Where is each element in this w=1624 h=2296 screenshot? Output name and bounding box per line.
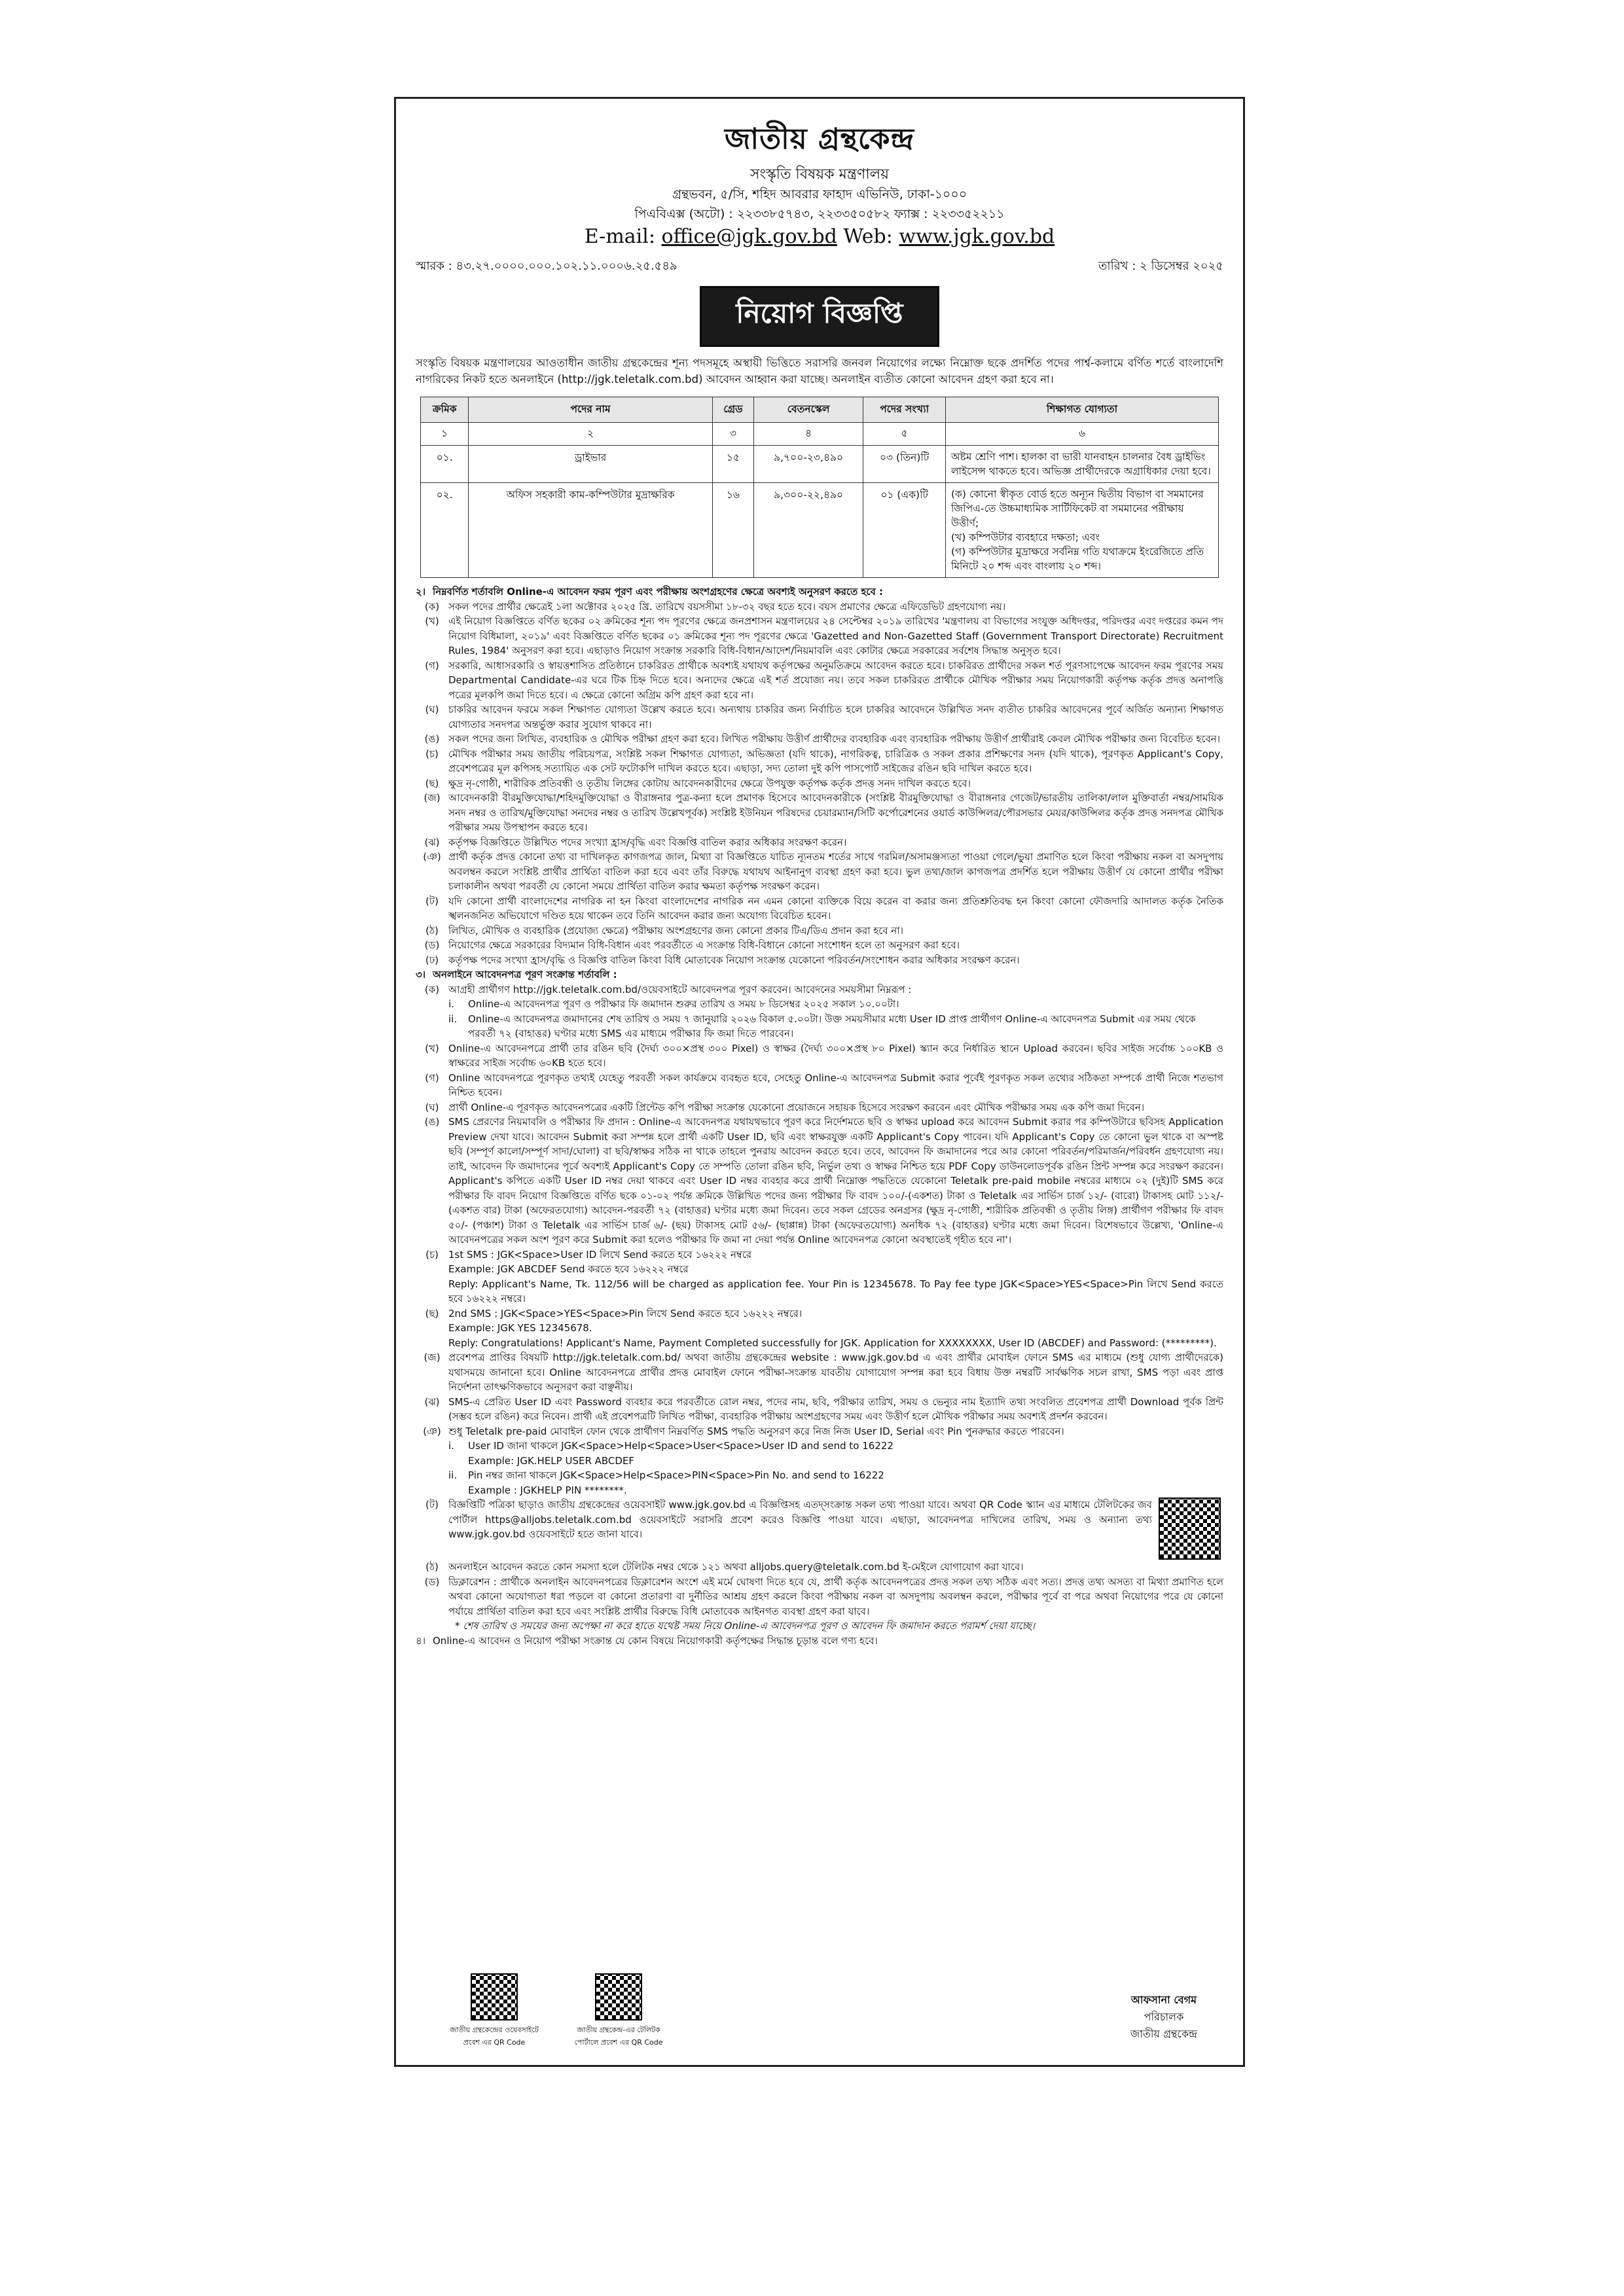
- clause-item: [416, 1575, 1223, 1619]
- posts-table: [420, 397, 1219, 578]
- clause-body: [448, 953, 1223, 968]
- clause-body: [448, 1041, 1223, 1071]
- post-count-cell: ০৩ (তিন)টি: [863, 446, 946, 483]
- clause-text: SMS-এ প্রেরিত User ID এবং Password ব্যবহার করে পরবর্তীতে রোল নম্বর, পদের নাম, ছবি, পরীক্ষার তারিখ, সময় ও ভেন্যুর নাম ইত্যাদি তথ্য সংবলিত প্রবেশপত্র প্রার্থী Download পূর্বক প্রিন্ট (সম্ভব হলে রঙিন) করে নিবেন। প্রার্থী এই প্রবেশপত্রটি লিখিত পরীক্ষা, ব্যবহারিক পরীক্ষায় অংশগ্রহণের সময় এবং উত্তীর্ণ হলে মৌখিক পরীক্ষার সময় অবশ্যই প্রদর্শন করবেন।: [448, 1395, 1223, 1422]
- clause-body: [448, 1575, 1223, 1619]
- clause-text: নিয়োগের ক্ষেত্রে সরকারের বিদ্যমান বিধি-বিধান এবং পরবর্তীতে এ সংক্রান্ত বিধি-বিধানে কোনো সংশোধন হলে তা অনুসরণ করা হবে।: [448, 939, 960, 951]
- clause-item: [416, 1395, 1223, 1424]
- web-label: Web:: [837, 225, 899, 248]
- clause-marker: (ছ): [425, 777, 439, 789]
- clause-item: [416, 894, 1223, 924]
- clause-body: [448, 1395, 1223, 1424]
- column-number: ৫: [863, 423, 946, 446]
- clause-item: [416, 658, 1223, 703]
- clause-text: প্রবেশপত্র প্রাপ্তির বিষয়টি http://jgk.teletalk.com.bd/ অথবা জাতীয় গ্রন্থকেন্দ্রের website : www.jgk.gov.bd এ এবং প্রার্থীর মোবাইল ফোনে SMS এর মাধ্যমে (শুধু যোগ্য প্রার্থীদেরকে) যথাসময়ে জানানো হবে। Online আবেদনপত্রে প্রার্থীর প্রদত্ত মোবাইল ফোনে পরীক্ষা-সংক্রান্ত যাবতীয় যোগাযোগ সম্পন্ন করা হবে বিধায় উক্ত নম্বরটি সার্বক্ষণিক সচল রাখা, SMS পড়া এবং প্রাপ্ত নির্দেশনা তাৎক্ষণিকভাবে অনুসরণ করা বাঞ্ছনীয়।: [448, 1352, 1223, 1393]
- clause-marker: (ড): [424, 1575, 440, 1588]
- clause-body: [448, 1100, 1223, 1115]
- sub-clause-body: [468, 997, 1223, 1012]
- reference-row: [416, 257, 1223, 277]
- footer: [416, 1958, 1223, 2049]
- sms-example-line: Reply: Congratulations! Applicant's Name, Payment Completed successfully for JGK. Application for XXXXXXXX, User ID (ABCDEF) and Password: (*********).: [448, 1336, 1217, 1349]
- column-number: ২: [469, 423, 713, 446]
- column-number: ৩: [712, 423, 753, 446]
- qualification-line: অষ্টম শ্রেণি পাশ। হালকা বা ভারী যানবাহন চালনার বৈধ ড্রাইভিং লাইসেন্স থাকতে হবে। অভিজ্ঞ প্রার্থীদেরকে অগ্রাধিকার দেয়া হবে।: [951, 451, 1211, 477]
- grade-cell: ১৬: [712, 483, 753, 578]
- clause-text: 2nd SMS : JGK<Space>YES<Space>Pin লিখে Send করতে হবে ১৬২২২ নম্বরে।: [448, 1307, 803, 1319]
- issue-date: তারিখ : ২ ডিসেম্বর ২০২৫: [1098, 259, 1223, 273]
- clause-marker: (গ): [425, 1071, 439, 1084]
- clause-body: [448, 1306, 1223, 1351]
- clause-text: লিখিত, মৌখিক ও ব্যবহারিক (প্রযোজ্য ক্ষেত্রে) পরীক্ষায় অংশগ্রহণের জন্য কোনো প্রকার টিএ/ডিএ প্রদান করা হবে না।: [448, 924, 904, 937]
- clause-marker: (ঝ): [424, 836, 440, 848]
- clause-text: সরকারি, আধাসরকারি ও স্বায়ত্তশাসিত প্রতিষ্ঠানে চাকরিরত প্রার্থীকে অবশ্যই যথাযথ কর্তৃপক্ষের অনুমতিক্রমে আবেদন করতে হবে। চাকরিরত প্রার্থীদের সকল শর্ত পূরণসাপেক্ষে আবেদন ফরম পূরণের সময় Departmental Candidate-এর ঘরে টিক চিহ্ন দিতে হবে। অন্যদের ক্ষেত্রে এই শর্ত প্রযোজ্য নয়। তবে সকল চাকরিরত প্রার্থীকে মৌখিক পরীক্ষার সময় নিয়োগকারী কর্তৃপক্ষ কর্তৃক প্রদত্ত অনাপত্তি পত্রের মূলকপি জমা দিতে হবে। এ ক্ষেত্রে কোনো অগ্রিম কপি গ্রহণ করা হবে না।: [448, 659, 1223, 701]
- final-clause: Online-এ আবেদন ও নিয়োগ পরীক্ষা সংক্রান্ত যে কোন বিষয়ে নিয়োগকারী কর্তৃপক্ষের সিদ্ধান্ত চূড়ান্ত বলে গণ্য হবে।: [433, 1634, 878, 1647]
- column-number-row: [421, 423, 1219, 446]
- clause-item: [416, 1115, 1223, 1247]
- column-header: পদের সংখ্যা: [863, 397, 946, 423]
- clause-body: [448, 894, 1223, 924]
- sub-clause-body: [468, 1439, 1223, 1468]
- sub-clause-marker: i.: [448, 998, 454, 1010]
- ministry-name: সংস্কৃতি বিষয়ক মন্ত্রণালয়: [749, 166, 890, 183]
- sub-clause-marker: i.: [448, 1440, 454, 1452]
- sub-clause-example: Example: JGK.HELP USER ABCDEF: [468, 1454, 635, 1467]
- clause-text: আগ্রহী প্রার্থীগণ http://jgk.teletalk.com.bd/ওয়েবসাইটে আবেদনপত্র পূরণ করবেন। আবেদনের সময়সীমা নিম্নরূপ :: [448, 983, 912, 996]
- letterhead: [416, 117, 1223, 250]
- section-4-text: [416, 1634, 1223, 1649]
- clause-marker: (ট): [425, 1499, 439, 1511]
- clause-marker: (ছ): [425, 1307, 439, 1319]
- clause-text: চাকরির আবেদন ফরমে সকল শিক্ষাগত যোগ্যতা উল্লেখ করতে হবে। অন্যথায় চাকরির জন্য নির্বাচিত হলে চাকরির আবেদনে উল্লিখিত সনদ ব্যতীত চাকরির আবেদনের পূর্বে অর্জিত অন্যান্য শিক্ষাগত যোগ্যতার সনদপত্র অন্তর্ভুক্ত করার সুযোগ থাকবে না।: [448, 704, 1223, 730]
- section-title: অনলাইনে আবেদনপত্র পূরণ সংক্রান্ত শর্তাবলি :: [433, 969, 617, 980]
- sub-clause-example: Example : JGKHELP PIN ********.: [468, 1484, 627, 1496]
- clause-text: বিজ্ঞপ্তিটি পত্রিকা ছাড়াও জাতীয় গ্রন্থকেন্দ্রের ওয়েবসাইট www.jgk.gov.bd এ বিজ্ঞপ্তিসহ এতদ্সংক্রান্ত সকল তথ্য পাওয়া যাবে। অথবা QR Code স্ক্যান এর মাধ্যমে টেলিটকের জব পোর্টাল https@alljobs.teletalk.com.bd ওয়েবসাইটে সরাসরি প্রবেশ করেও বিজ্ঞপ্তি পাওয়া যাবে। এছাড়া, আবেদনপত্র দাখিলের তারিখ, সময় ও অন্যান্য তথ্য www.jgk.gov.bd ওয়েবসাইটে হতে জানা যাবে।: [448, 1499, 1152, 1540]
- notice-title: নিয়োগ বিজ্ঞপ্তি: [700, 286, 939, 347]
- sms-example-line: Reply: Applicant's Name, Tk. 112/56 will be charged as application fee. Your Pin is 12345678. To Pay fee type JGK<Space>YES<Space>Pin লিখে Send করতে হবে ১৬২২২ নম্বরে।: [448, 1278, 1223, 1304]
- clause-item: [416, 1560, 1223, 1575]
- clause-marker: (ঠ): [425, 1561, 439, 1573]
- qr-caption: জাতীয় গ্রন্থকেন্দ্র-এর টেলিটক পোর্টালে প্রবেশ এর QR Code: [574, 2026, 663, 2047]
- clause-body: [448, 658, 1223, 703]
- qualification-line: (খ) কম্পিউটার ব্যবহারে দক্ষতা; এবং: [951, 531, 1100, 543]
- clause-body: [448, 1247, 1223, 1306]
- clause-marker: (ড): [424, 939, 440, 951]
- clause-body: [448, 938, 1223, 953]
- clause-item: [416, 1498, 1223, 1560]
- clause-item: [416, 835, 1223, 850]
- section-title: নিম্নবর্ণিত শর্তাবলি Online-এ আবেদন ফরম পূরণ এবং পরীক্ষায় অংশগ্রহণের ক্ষেত্রে অবশ্যই অনুসরণ করতে হবে :: [433, 586, 884, 598]
- clause-body: [448, 1498, 1223, 1560]
- clause-marker: (ঘ): [425, 704, 439, 715]
- pay-scale-cell: ৯,৩০০-২২,৪৯০: [753, 483, 863, 578]
- clause-body: [448, 747, 1223, 776]
- clause-text: সকল পদের জন্য লিখিত, ব্যবহারিক ও মৌখিক পরীক্ষা গ্রহণ করা হবে। লিখিত পরীক্ষায় উত্তীর্ণ প্রার্থীদের ব্যবহারিক এবং ব্যবহারিক পরীক্ষায় উত্তীর্ণ প্রার্থীরাই কেবল মৌখিক পরীক্ষার জন্য বিবেচিত হবেন।: [448, 733, 1220, 745]
- column-header: পদের নাম: [469, 397, 713, 423]
- teletalk-qr-code-icon[interactable]: [595, 1973, 642, 2020]
- clause-body: [448, 924, 1223, 939]
- clause-marker: (ঢ): [425, 954, 439, 966]
- clause-item: [416, 1041, 1223, 1071]
- signatory-org: জাতীয় গ্রন্থকেন্দ্র: [1130, 2028, 1197, 2040]
- section-number: ২।: [416, 586, 426, 598]
- clause-item: [416, 1247, 1223, 1306]
- clause-body: [448, 791, 1223, 835]
- pay-scale-cell: ৯,৭০০-২৩,৪৯০: [753, 446, 863, 483]
- phone-fax: পিএবিএক্স (অটো) : ২২৩৩৮৫৭৪৩, ২২৩৩৫০৫৮২ ফ্যাক্স : ২২৩৩৫২২১১: [634, 207, 1005, 221]
- clause-marker: (ঙ): [424, 1116, 440, 1128]
- clause-text: সকল পদের প্রার্থীর ক্ষেত্রেই ১লা অক্টোবর ২০২৫ খ্রি. তারিখে বয়সসীমা ১৮-৩২ বছর হতে হবে। বয়স প্রমাণের ক্ষেত্রে এফিডেভিট গ্রহণযোগ্য নয়।: [448, 600, 1006, 613]
- sub-clause-marker: ii.: [448, 1469, 458, 1481]
- table-row: [421, 483, 1219, 578]
- clause-body: [448, 1424, 1223, 1439]
- clause-body: [448, 982, 1223, 997]
- clause-item: [416, 953, 1223, 968]
- column-header: বেতনস্কেল: [753, 397, 863, 423]
- section-4: [416, 1634, 1223, 1649]
- sms-example-line: Example: JGK ABCDEF Send করতে হবে ১৬২২২ নম্বরে: [448, 1263, 689, 1275]
- clause-item: [416, 600, 1223, 615]
- clause-body: [448, 835, 1223, 850]
- clause-item: [416, 791, 1223, 835]
- column-header: গ্রেড: [712, 397, 753, 423]
- organization-name: জাতীয় গ্রন্থকেন্দ্র: [725, 122, 914, 156]
- clause-text: আবেদনকারী বীরমুক্তিযোদ্ধা/শহিদমুক্তিযোদ্ধা ও বীরাঙ্গনার পুত্র-কন্যা হলে প্রমাণক হিসেবে আবেদনকারীকে (সংশ্লিষ্ট বীরমুক্তিযোদ্ধা ও বীরাঙ্গনার গেজেট/ভারতীয় তালিকা/লাল মুক্তিবার্তা নম্বর/সাময়িক সনদ নম্বর ও তারিখ/মুক্তিযোদ্ধা সনদের নম্বর ও তারিখ উল্লেখপূর্বক) সংশ্লিষ্ট ইউনিয়ন পরিষদের চেয়ারম্যান/সিটি কর্পোরেশনের ওয়ার্ড কাউন্সিলর/পৌরসভার মেয়র/কাউন্সিলর কর্তৃক প্রদত্ত সনদপত্র মৌখিক পরীক্ষার সময় উপস্থাপন করতে হবে।: [448, 792, 1223, 833]
- table-header-row: [421, 397, 1219, 423]
- clause-body: [448, 1071, 1223, 1100]
- clause-item: [416, 982, 1223, 997]
- advice-note: * শেষ তারিখ ও সময়ের জন্য অপেক্ষা না করে হাতে যথেষ্ট সময় নিয়ে Online-এ আবেদনপত্র পূরণ ও আবেদন ফি জমাদান করতে পরামর্শ দেয়া যাচ্ছে।: [455, 1620, 1036, 1632]
- recruitment-notice: [394, 97, 1245, 2067]
- clause-body: [448, 1560, 1223, 1575]
- grade-cell: ১৫: [712, 446, 753, 483]
- clause-marker: (ঘ): [425, 1101, 439, 1113]
- table-row: [421, 446, 1219, 483]
- clause-item: [416, 732, 1223, 747]
- website-qr-code-icon[interactable]: [471, 1973, 518, 2020]
- sub-clause-text: Online-এ আবেদনপত্র পূরণ ও পরীক্ষার ফি জমাদান শুরুর তারিখ ও সময় ৮ ডিসেম্বর ২০২৫ সকাল ১০.০০টা।: [468, 998, 899, 1010]
- clause-marker: (ঞ): [423, 851, 441, 863]
- clause-text: 1st SMS : JGK<Space>User ID লিখে Send করতে হবে ১৬২২২ নম্বরে: [448, 1248, 752, 1261]
- clause-item: [416, 1071, 1223, 1100]
- clause-text: ডিক্লারেশন : প্রার্থীকে অনলাইন আবেদনপত্রের ডিক্লারেশন অংশে এই মর্মে ঘোষণা দিতে হবে যে, প্রার্থী কর্তৃক আবেদনপত্রের প্রদত্ত সকল তথ্য সঠিক এবং সত্য। প্রদত্ত তথ্য অসত্য বা মিথ্যা প্রমাণিত হলে অথবা কোনো অযোগ্যতা ধরা পড়লে বা কোনো প্রতারণা বা দুর্নীতির আশ্রয় গ্রহণ করলে কিংবা পরীক্ষায় নকল বা অসদুপায় অবলম্বন করলে, পরীক্ষার পূর্বে বা পরে অথবা নিয়োগের পরে যে কোনো পর্যায়ে প্রার্থিতা বাতিল করা হবে এবং সংশ্লিষ্ট প্রার্থীর বিরুদ্ধে বিধি মোতাবেক আইনগত ব্যবস্থা গ্রহণ করা যাবে।: [448, 1575, 1223, 1617]
- clause-item: [416, 1424, 1223, 1439]
- website-link[interactable]: www.jgk.gov.bd: [899, 225, 1055, 248]
- intro-paragraph: সংস্কৃতি বিষয়ক মন্ত্রণালয়ের আওতাধীন জাতীয় গ্রন্থকেন্দ্রের শূন্য পদসমূহে অস্থায়ী ভিত্তিতে সরাসরি জনবল নিয়োগের লক্ষ্যে নিম্নোক্ত ছকে প্রদর্শিত পদের পার্শ্ব-কলামে বর্ণিত শর্তে বাংলাদেশি নাগরিকের নিকট হতে অনলাইনে (http://jgk.teletalk.com.bd) আবেদন আহ্বান করা যাচ্ছে। অনলাইন ব্যতীত কোনো আবেদন গ্রহণ করা হবে না।: [416, 357, 1224, 386]
- teletalk-qr-block: [566, 1973, 671, 2049]
- clause-text: অনলাইনে আবেদন করতে কোন সমস্যা হলে টেলিটক নম্বর থেকে ১২১ অথবা alljobs.query@teletalk.com.bd ই-মেইলে যোগাযোগ করা যাবে।: [448, 1561, 1024, 1573]
- signatory-name: আফসানা বেগম: [1130, 1994, 1197, 2006]
- clause-item: [416, 614, 1223, 658]
- sub-clause-text: Pin নম্বর জানা থাকলে JGK<Space>Help<Space>PIN<Space>Pin No. and send to 16222: [468, 1469, 884, 1481]
- email-label: E-mail:: [584, 225, 662, 248]
- clause-text: মৌখিক পরীক্ষার সময় জাতীয় পরিচয়পত্র, সংশ্লিষ্ট সকল শিক্ষাগত যোগ্যতা, অভিজ্ঞতা (যদি থাকে), নাগরিকত্ব, চারিত্রিক ও সকল প্রকার প্রশিক্ষণের সনদ (যদি থাকে), পূরণকৃত Applicant's Copy, প্রবেশপত্রের মূল কপিসহ সত্যায়িত এক সেট ফটোকপি দাখিল করতে হবে। এছাড়া, সদ্য তোলা দুই কপি পাসপোর্ট সাইজের রঙিন ছবি দাখিল করতে হবে।: [448, 747, 1223, 774]
- clause-body: [448, 732, 1223, 747]
- clause-marker: (ঝ): [424, 1395, 440, 1408]
- qualification-line: (গ) কম্পিউটার মুদ্রাক্ষরে সর্বনিম্ন গতি যথাক্রমে ইংরেজিতে প্রতি মিনিটে ২০ শব্দ এবং বাংলায় ২০ শব্দ।: [951, 546, 1204, 572]
- clause-item: [416, 747, 1223, 776]
- clause-item: [416, 850, 1223, 894]
- serial-cell: ০১.: [421, 446, 469, 483]
- clause-body: [448, 776, 1223, 791]
- clause-marker: (ঠ): [425, 924, 439, 937]
- section-number: ৪।: [416, 1634, 426, 1647]
- website-qr-block: [442, 1973, 547, 2049]
- section-number: ৩।: [416, 969, 426, 980]
- post-name-cell: অফিস সহকারী কাম-কম্পিউটার মুদ্রাক্ষরিক: [469, 483, 713, 578]
- column-header: শিক্ষাগত যোগ্যতা: [946, 397, 1219, 423]
- qr-caption: জাতীয় গ্রন্থকেন্দ্রের ওয়েবসাইটে প্রবেশ এর QR Code: [450, 2026, 539, 2047]
- clause-body: [448, 1350, 1223, 1395]
- section-3-heading: [416, 967, 1223, 982]
- clause-text: যদি কোনো প্রার্থী বাংলাদেশের নাগরিক না হন কিংবা বাংলাদেশের নাগরিক নন এমন কোনো ব্যক্তিকে বিয়ে করেন বা করার জন্য প্রতিশ্রুতিবদ্ধ হন কিংবা কোনো ফৌজদারি আদালত কর্তৃক নৈতিক স্খলনজনিত অভিযোগে দণ্ডিত হয়ে থাকেন তবে তিনি আবেদন করার জন্য অযোগ্য বিবেচিত হবেন।: [448, 895, 1223, 922]
- address: গ্রন্থভবন, ৫/সি, শহিদ আবরার ফাহাদ এভিনিউ, ঢাকা-১০০০: [672, 187, 967, 202]
- clause-marker: (ঙ): [424, 733, 440, 745]
- clause-item: [416, 776, 1223, 791]
- memo-number: স্মারক : ৪৩.২৭.০০০০.০০০.১০২.১১.০০০৬.২৫.৫৪৯: [416, 259, 677, 273]
- clause-marker: (জ): [424, 1352, 441, 1363]
- clause-text: প্রার্থী কর্তৃক প্রদত্ত কোনো তথ্য বা দাখিলকৃত কাগজপত্র জাল, মিথ্যা বা বিজ্ঞপ্তিতে যাচিত ন্যূনতম শর্তের সাথে গরমিল/অসামঞ্জস্যতা পাওয়া গেলে/ভুয়া প্রমাণিত হলে কিংবা পরীক্ষায় নকল বা অসদুপায় অবলম্বন করলে সংশ্লিষ্ট প্রার্থীর প্রার্থিতা বাতিল করা হবে এবং তাঁর বিরুদ্ধে যথাযথ আইনানুগ ব্যবস্থা গ্রহণ করা হবে। ভুল তথ্য/জাল কাগজপত্র প্রদর্শিত হলে পরীক্ষায় উত্তীর্ণ যে কোনো প্রার্থীর পরীক্ষা চলাকালীন অথবা পরবর্তী যে কোনো সময়ে প্রার্থিতা বাতিল করার ক্ষমতা কর্তৃপক্ষ সংরক্ষণ করেন।: [448, 851, 1223, 892]
- clause-text: প্রার্থী Online-এ পূরণকৃত আবেদনপত্রের একটি প্রিন্টেড কপি পরীক্ষা সংক্রান্ত যেকোনো প্রয়োজনে সহায়ক হিসেবে সংরক্ষণ করবেন এবং মৌখিক পরীক্ষার সময় এক কপি জমা দিবেন।: [448, 1101, 1145, 1113]
- clause-body: [448, 600, 1223, 615]
- clause-marker: (ট): [425, 895, 439, 907]
- sub-clause-text: Online-এ আবেদনপত্র জমাদানের শেষ তারিখ ও সময় ৭ জানুয়ারি ২০২৬ বিকাল ৫.০০টা। উক্ত সময়সীমার মধ্যে User ID প্রাপ্ত প্রার্থীগণ Online-এ আবেদনপত্র Submit এর সময় থেকে পরবর্তী ৭২ (বাহাত্তর) ঘণ্টার মধ্যে SMS এর মাধ্যমে পরীক্ষার ফি জমা দিতে পারবেন।: [468, 1013, 1196, 1039]
- clause-text: Online আবেদনপত্রে পূরণকৃত তথ্যই যেহেতু পরবর্তী সকল কার্যক্রমে ব্যবহৃত হবে, সেহেতু Online-এ আবেদনপত্র Submit করার পূর্বেই পূরণকৃত সকল তথ্যের সঠিকতা সম্পর্কে প্রার্থী নিজে শতভাগ নিশ্চিত হবেন।: [448, 1071, 1223, 1098]
- clause-item: [416, 1306, 1223, 1351]
- signatory-title: পরিচালক: [1144, 2011, 1184, 2023]
- clause-marker: (গ): [425, 659, 439, 672]
- qualification-cell: [946, 446, 1219, 483]
- clause-marker: (চ): [425, 747, 439, 760]
- section-3: [416, 967, 1223, 1634]
- clause-text: কর্তৃপক্ষ পদের সংখ্যা হ্রাস/বৃদ্ধি ও বিজ্ঞপ্তি বাতিল কিংবা বিধি মোতাবেক নিয়োগ সংক্রান্ত যেকোনো পরিবর্তন/সংশোধন করার অধিকার সংরক্ষণ করেন।: [448, 954, 1020, 966]
- sub-clause-body: [468, 1468, 1223, 1498]
- column-header: ক্রমিক: [421, 397, 469, 423]
- clause-marker: (ক): [424, 600, 440, 613]
- clause-body: [448, 614, 1223, 658]
- clause-marker: (খ): [425, 615, 439, 627]
- clause-body: [448, 702, 1223, 732]
- sub-clause: [416, 1012, 1223, 1041]
- post-name-cell: ড্রাইভার: [469, 446, 713, 483]
- clause-item: [416, 702, 1223, 732]
- section-2: [416, 584, 1223, 967]
- serial-cell: ০২.: [421, 483, 469, 578]
- sub-clause: [416, 997, 1223, 1012]
- clause-text: এই নিয়োগ বিজ্ঞপ্তিতে বর্ণিত ছকের ০২ ক্রমিকের শূন্য পদ পূরণের ক্ষেত্রে জনপ্রশাসন মন্ত্রণালয়ের ২৪ সেপ্টেম্বর ২০১৯ তারিখের 'মন্ত্রণালয় বা বিভাগের সংযুক্ত অধিদপ্তর, পরিদপ্তর এবং দপ্তরের কমন পদ নিয়োগ বিধিমালা, ২০১৯' এবং বিজ্ঞপ্তিতে বর্ণিত ছকের ০১ ক্রমিকের শূন্য পদ পূরণের ক্ষেত্রে 'Gazetted and Non-Gazetted Staff (Government Transport Directorate) Recruitment Rules, 1984' অনুসরণ করা হবে। এছাড়াও নিয়োগ সংক্রান্ত সরকারি বিধি-বিধান/আদেশ/নিয়মাবলি এবং কোটার ক্ষেত্রে সরকারের সর্বশেষ সিদ্ধান্ত অনুসৃত হবে।: [448, 615, 1223, 656]
- clause-item: [416, 938, 1223, 953]
- qualification-line: (ক) কোনো স্বীকৃত বোর্ড হতে অন্যূন দ্বিতীয় বিভাগ বা সমমানের জিপিএ-তে উচ্চমাধ্যমিক সার্টিফিকেট বা সমমানের পরীক্ষায় উত্তীর্ণ;: [951, 488, 1204, 529]
- column-number: ১: [421, 423, 469, 446]
- clause-marker: (ঞ): [423, 1425, 441, 1437]
- sub-clause-text: User ID জানা থাকলে JGK<Space>Help<Space>User<Space>User ID and send to 16222: [468, 1440, 893, 1452]
- qualification-cell: [946, 483, 1219, 578]
- sub-clause: [416, 1468, 1223, 1498]
- signature-block: [1130, 1992, 1197, 2043]
- clause-text: ক্ষুদ্র নৃ-গোষ্ঠী, শারীরিক প্রতিবন্ধী ও তৃতীয় লিঙ্গের কোটায় আবেদনকারীদের ক্ষেত্রে উপযুক্ত কর্তৃপক্ষ কর্তৃক প্রদত্ত সনদ দাখিল করতে হবে।: [448, 777, 971, 789]
- sms-example-line: Example: JGK YES 12345678.: [448, 1322, 592, 1334]
- email-link[interactable]: office@jgk.gov.bd: [661, 225, 837, 248]
- post-count-cell: ০১ (এক)টি: [863, 483, 946, 578]
- sub-clause-body: [468, 1012, 1223, 1041]
- column-number: ৬: [946, 423, 1219, 446]
- clause-marker: (খ): [425, 1042, 439, 1054]
- clause-text: কর্তৃপক্ষ বিজ্ঞপ্তিতে উল্লিখিত পদের সংখ্যা হ্রাস/বৃদ্ধি এবং বিজ্ঞপ্তি বাতিল করার অধিকার সংরক্ষণ করেন।: [448, 836, 847, 848]
- sub-clause-marker: ii.: [448, 1013, 458, 1025]
- clause-text: শুধু Teletalk pre-paid মোবাইল ফোন থেকে প্রার্থীগণ নিম্নবর্ণিত SMS পদ্ধতি অনুসরণ করে নিজ নিজ User ID, Serial এবং Pin পুনরুদ্ধার করতে পারবেন।: [448, 1425, 1064, 1437]
- column-number: ৪: [753, 423, 863, 446]
- clause-item: [416, 924, 1223, 939]
- contact-line: [416, 224, 1223, 250]
- clause-text: SMS প্রেরণের নিয়মাবলি ও পরীক্ষার ফি প্রদান : Online-এ আবেদনপত্র যথাযথভাবে পূরণ করে নির্দেশমতে ছবি ও স্বাক্ষর upload করে আবেদন Submit করার পর কম্পিউটারে ছবিসহ Application Preview দেখা যাবে। আবেদন Submit করা সম্পন্ন হলে প্রার্থী একটি User ID, ছবি এবং স্বাক্ষরযুক্ত একটি Applicant's Copy পাবেন। যদি Applicant's Copy তে কোনো ভুল থাকে বা অস্পষ্ট ছবি (সম্পূর্ণ কালো/সম্পূর্ণ সাদা/ঘোলা) বা ছবি/স্বাক্ষর সঠিক না থাকে তাহলে পুনরায় আবেদন করতে হবে। তবে, আবেদন ফি জমাদানের পরে আর কোনো পরিবর্তন/পরিমার্জন/পরিবর্ধন গ্রহণযোগ্য নয়। তাই, আবেদন ফি জমাদানের পূর্বে অবশ্যই Applicant's Copy তে সম্পতি তোলা রঙিন ছবি, নির্ভুল তথ্য ও স্বাক্ষর নিশ্চিত হয়ে PDF Copy ডাউনলোডপূর্বক রঙিন প্রিন্ট সম্পন্ন করে সংরক্ষণ করবেন। Applicant's কপিতে একটি User ID নম্বর দেয়া থাকবে এবং User ID নম্বর ব্যবহার করে প্রার্থী নিম্নোক্ত পদ্ধতিতে যেকোনো Teletalk pre-paid mobile নম্বরের মাধ্যমে ০২ (দুই)টি SMS করে পরীক্ষার ফি বাবদ নিয়োগ বিজ্ঞপ্তিতে বর্ণিত ছকে ০১-০২ পর্যন্ত ক্রমিকে উল্লিখিত পদের জন্য পরীক্ষার ফি বাবদ ১০০/-(একশত) টাকা ও Teletalk এর সার্ভিস চার্জ ১২/- (বারো) টাকাসহ মোট ১১২/- (একশত বার) টাকা (অফেরতযোগ্য) আবেদন-পরবর্তী ৭২ (বাহাত্তর) ঘণ্টার মধ্যে জমা দিবেন। তবে সকল গ্রেডের অনগ্রসর (ক্ষুদ্র নৃ-গোষ্ঠী, শারীরিক প্রতিবন্ধী ও তৃতীয় লিঙ্গ) প্রার্থীগণ পরীক্ষার ফি বাবদ ৫০/- (পঞ্চাশ) টাকা ও Teletalk এর সার্ভিস চার্জ ৬/- (ছয়) টাকাসহ মোট ৫৬/- (ছাপ্পান্ন) টাকা (অফেরতযোগ্য) অনধিক ৭২ (বাহাত্তর) ঘণ্টার মধ্যে জমা দিবেন। বিশেষভাবে উল্লেখ্য, 'Online-এ আবেদনপত্রের সকল অংশ পূরণ করে Submit করা হলেও পরীক্ষার ফি জমা না দেয়া পর্যন্ত Online আবেদনপত্র কোনো অবস্থাতেই গৃহীত হবে না'।: [448, 1116, 1223, 1246]
- clause-marker: (চ): [425, 1248, 439, 1261]
- clause-marker: (জ): [424, 792, 441, 804]
- section-2-heading: [416, 584, 1223, 600]
- clause-marker: (ক): [424, 983, 440, 996]
- clause-item: [416, 1100, 1223, 1115]
- clause-text: Online-এ আবেদনপত্রে প্রার্থী তার রঙিন ছবি (দৈর্ঘ্য ৩০০×প্রস্থ ৩০০ Pixel) ও স্বাক্ষর (দৈর্ঘ্য ৩০০×প্রস্থ ৮০ Pixel) স্ক্যান করে নির্ধারিত স্থানে Upload করবেন। ছবির সাইজ সর্বোচ্চ ১০০KB ও স্বাক্ষরের সাইজ সর্বোচ্চ ৬০KB হতে হবে।: [448, 1042, 1223, 1069]
- clause-body: [448, 850, 1223, 894]
- sub-clause: [416, 1439, 1223, 1468]
- clause-item: [416, 1350, 1223, 1395]
- alljobs-qr-code-icon[interactable]: [1159, 1498, 1221, 1560]
- clause-body: [448, 1115, 1223, 1247]
